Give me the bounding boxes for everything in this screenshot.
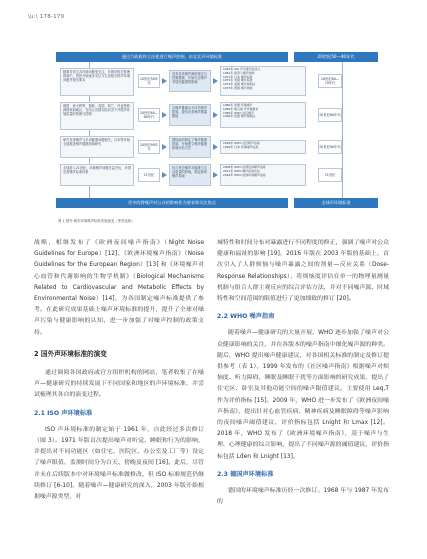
row2-standards: 1980年 欧盟 环境噪声 1984年 联合国 声环境要求 1989年 WHO 社区噪声 1990年 欧盟 噪声控制法 xyxy=(220,102,306,128)
evolution-figure xyxy=(56,52,378,216)
row3-year: 20世纪90年代 xyxy=(318,140,342,154)
paragraph: 城特性和时间分布对暴露进行不同程度的修正，强调了噪声对公众健康和福祉的影响 [19]。2016 年版在 2003 年版的基础上，首次引入了人群烦恼与噪声暴露之间的剂量—反应关系（Dose-Response Relationships），将烦恼度评估在单一的物理量测量机制与组合人群主观反应的综合评估方法，并对不同噪声源、时域特性和空间范围的限值进行了更加细致的修订 [20]。 xyxy=(217,240,389,303)
figure-caption: 图 1 国外·城市环境噪声标准发展演变（等效连续） xyxy=(58,219,135,223)
row4-feature: 综合考虑噪声对健康与生活质量的影响，制定新的噪声指南 xyxy=(169,164,211,186)
row1-description: 随着各类生态环境问题受关注，在城市相关管理领域中，居民开始逐步关注与生活相关的声环境问题并提出要求 xyxy=(60,68,134,96)
section-heading: 2 国外声环境标准的演变 xyxy=(34,349,107,358)
paragraph: 随着噪声—健康研究的大量开展，WHO 逐步加强了噪声对公众健康影响的关注，并在各版本的噪声指南中细化噪声源的种类。随后，WHO 提出噪声健康建议，对各国相关标准的制定及修订提供参考（表 1）。1999 年发布的《社区噪声指南》根据噪声对烦恼度、听力障碍、睡眠及睡眠干扰等方面影响的研究成果，提出了住宅区、卧室及其他功能空间的噪声限值建议。主要使用 Leq,T 作为评价指标 [15]。2009 年，WHO 进一步发布了《欧洲夜间噪声指南》，提出针对心血管疾病、精神疾病及睡眠障碍等噪声影响的夜间噪声阈值建议，评价指标包括 Lnight 和 Lmax [12]。2018 年，WHO 发布了《欧洲环境噪声指南》，基于噪声与生理、心理健康的综合影响，提出了不同噪声源的阈值建议，评价指标包括 Lden 和 Lnight [13]。 xyxy=(217,330,389,460)
row3-description: 研究发现噪声与多项健康问题相关，日本等开始全面推进噪声健康影响研究 xyxy=(60,136,134,158)
row4-description: 全球进入21世纪，环境噪声问题日益突出，多国完善噪声标准体系 xyxy=(60,164,134,186)
row1-standards: 1952年 ISO 声学委员会成立 1961年 新西兰噪声控制 1971年 日本 噪声标准 1971年 英国 噪声标准 1972年 美国 噪声控制法 1973年 德国 噪声控制 xyxy=(220,66,306,96)
paragraph: 通过调阅各国政府或官方组织机构的网站，笔者收集了在噪声—健康研究的持续发展下不同国家和地区的声环境标准，并尝试梳理其各自的演变过程。 xyxy=(34,370,204,399)
row1-era: 20世纪50年代 xyxy=(138,74,160,88)
row1-feature: 各类各类噪声源的规定与控制措施，开始关注噪声对居民健康的影响 xyxy=(169,70,211,92)
figure-top-banner: 通过行政机构立法促进行噪声控制，东北北声环境标准 xyxy=(56,52,288,62)
row3-feature: 国际组织制定了噪声健康指南，开始建立噪声健康影响评估方法 xyxy=(169,136,211,158)
row2-era: 20世纪60—80年代 xyxy=(138,108,160,122)
page-header: \u:\ 178-179 xyxy=(28,14,65,20)
row4-era: 21世纪 xyxy=(138,168,160,182)
subsection-heading: 2.2 WHO 噪声指南 xyxy=(217,313,275,321)
row2-year: 20世纪80年代 xyxy=(318,108,342,122)
figure-bottom-era: 全球声环境标准 xyxy=(294,198,378,208)
row4-standards: 2009年 WHO 欧洲夜间噪声指南 2011年 WHO 噪声疾病负担 2018年 WHO 欧洲环境噪声指南 xyxy=(220,164,306,186)
row3-standards: 1999年 WHO 社区噪声指南 1999年 日本 环境噪声标准 xyxy=(220,140,306,154)
row1-year: 20世纪60—70年代 xyxy=(318,74,342,88)
paragraph: ISO 声环境标准的制定始于 1961 年，自此经过多次修订（图 3）。1971 年版首次提出噪声对听觉、睡眠和行为的影响，并提出对不同功能区（如住宅、医院区、办公室及工厂等）设定了噪声限值，监测时间分为白天、傍晚及夜间 [16]。此后，尽管并未在后续版本中对环境噪声标准做修改，但 ISO 标准规范仍继续修订 [6-10]。随着噪声—健康研究的深入，2003 年版开始根据噪声源类型，对 xyxy=(34,426,204,501)
row2-feature: 以噪声暴露水平评估噪声影响，提出各类噪声暴露限值 xyxy=(169,104,211,126)
subsection-heading: 2.3 德国声环境标准 xyxy=(217,470,274,478)
row4-year: 21世纪 xyxy=(318,168,342,182)
subsection-heading: 2.1 ISO 声环境标准 xyxy=(34,409,93,417)
left-column xyxy=(34,238,204,558)
row3-era: 20世纪90年代 xyxy=(138,140,160,154)
row2-description: 德国、意大利等、瑞典、英国、荷兰、丹麦等欧洲国家和地区，在结合各国实际状况下开展声环境质量的管理与控制 xyxy=(60,102,134,130)
paragraph: 德国的环境噪声标准历经一次修订。1968 年与 1987 年发布的 xyxy=(217,488,389,506)
figure-top-era: 20世纪50—40年代 xyxy=(294,52,378,62)
paragraph: 战略，相继发布了《欧洲夜间噪声指南》（Night Noise Guidelines for Europe）[12]、《欧洲环境噪声指南》（Noise Guidelines for the European Region）[13] 和《环境噪声对心血管和代谢影响的生物学机制》（Biological Mechanisms Related to Cardiovascular and Metabolic Effects by Environmental Noise）[14]，为各国制定噪声标准提供了参考。在此研究成果基础上噪声环境标准的提升，提升了全球对噪声污染与健康影响的认知，进一步加强了对噪声控制的政策支持。 xyxy=(34,240,204,336)
right-column xyxy=(217,238,389,558)
figure-bottom-banner: 更多的将噪声对公众的影响作为要求和关注焦点 xyxy=(56,198,288,208)
